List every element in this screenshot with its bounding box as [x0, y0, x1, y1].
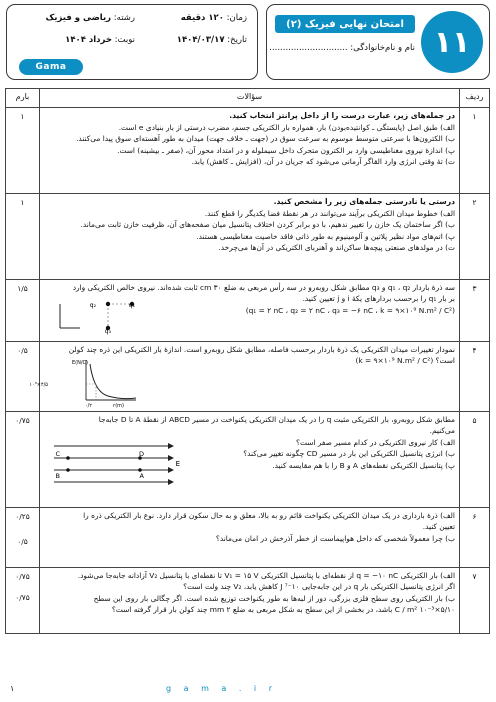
label-b: B — [55, 472, 60, 480]
question-item: الف) بار الکتریکی q = −۱۰ nC از نقطه‌ای با پتانسیل الکتریکی V₁ = ۱۵ V تا نقطه‌ای با پتانسیل V₂ آزادانه جابه‌جا می‌شود. — [77, 571, 455, 580]
col-score-header: بارم — [6, 89, 40, 108]
date-info — [177, 35, 247, 45]
question-item: مطابق شکل روبه‌رو، بار الکتریکی مثبت q را در یک میدان الکتریکی یکنواخت در مسیر ABCD از نقطهٔ A تا D جابه‌جا — [98, 415, 455, 424]
question-body — [40, 280, 460, 342]
question-number: ۲ — [460, 194, 490, 280]
question-item: است؟ (k = ۹×۱۰⁹ N.m² / C²) — [355, 356, 455, 366]
question-row-6 — [6, 508, 490, 568]
question-item: ب) انرژی پتانسیل الکتریکی این بار در مسیر CD چگونه تغییر می‌کند؟ — [243, 449, 455, 459]
exam-title: امتحان نهایی فیزیک (۲) — [275, 15, 415, 33]
exam-header — [6, 4, 490, 82]
time-label: زمان: — [226, 13, 247, 23]
question-number: ۱ — [460, 108, 490, 194]
question-item: بر بار q₁ را برحسب بردارهای یکهٔ i و j تعیین کنید. — [302, 294, 455, 304]
question-score — [6, 568, 40, 634]
field-arrow — [168, 455, 174, 461]
question-item: ت) در مولدهای صنعتی پیچه‌ها ساکن‌اند و آهنربای الکتریکی در آن‌ها می‌چرخد. — [218, 243, 455, 253]
graph-xlabel: r(m) — [113, 403, 124, 409]
label-q1: q₁ — [128, 302, 135, 309]
question-title: درستی یا نادرستی جمله‌های زیر را مشخص کنید. — [273, 197, 455, 206]
question-row-1 — [6, 108, 490, 194]
label-d: D — [138, 450, 144, 458]
question-item: سه ذرهٔ باردار q₁ ، q₂ و q₃ مطابق شکل روبه‌رو در سه رأس مربعی به ضلع ۳۰ cm ثابت شده‌اند. نیروی خالص الکتریکی وارد — [72, 283, 455, 292]
session-label: نوبت: — [114, 35, 135, 45]
graph-y-mark: ۴/۵×۱۰³ — [29, 382, 48, 388]
score-part-a: ۰/۷۵ — [15, 572, 30, 581]
field-arrow — [168, 443, 174, 449]
header-left-box — [6, 4, 258, 80]
question-score: ۰/۷۵ — [6, 412, 40, 508]
question-item: الف) خطوط میدان الکتریکی برآیند می‌توانند در هر نقطهٔ فضا یکدیگر را قطع کنند. — [204, 208, 455, 218]
question-item: الف) ذرهٔ بارداری در یک میدان الکتریکی یکنواخت قائم رو به بالا، معلق و به حال سکون قرار دارد. نوع بار الکتریکی ذره را — [83, 511, 455, 520]
label-a: A — [139, 472, 144, 480]
question-score: ۱/۵ — [6, 280, 40, 342]
time-value: ۱۲۰ دقیقه — [180, 13, 224, 23]
question-body — [40, 568, 460, 634]
graph-ylabel: E(N/C) — [72, 360, 88, 366]
question-score: ۰/۵ — [6, 342, 40, 412]
question-item: ۵/۱۰×۱۰⁻³ C / m² باشد، در بخشی از این سطح به شکل مربعی به ضلع ۲ mm چند کولن بار قرار گرفته است؟ — [111, 605, 455, 615]
question-score: ۱ — [6, 108, 40, 194]
question-body — [40, 108, 460, 194]
question-body — [29, 342, 460, 412]
gama-logo: Gama — [19, 59, 83, 75]
question-item: ب) الکترون‌ها با سرعتی متوسط موسوم به سرعت سوق در (جهت ـ خلاف جهت) میدان به طور آهسته‌ای سوق پیدا می‌کنند. — [76, 134, 455, 144]
question-item: ب) چرا معمولاً شخصی که داخل هواپیماست از خطر آذرخش در امان می‌ماند؟ — [215, 533, 455, 543]
session-value: خرداد ۱۴۰۴ — [65, 35, 112, 45]
charge-q2 — [106, 302, 110, 306]
student-name-field: نام و نام‌خانوادگی: ............................. — [269, 43, 415, 53]
header-right-box — [266, 4, 490, 80]
question-row-2 — [6, 194, 490, 280]
question-number: ۴ — [460, 342, 490, 412]
field-arrow — [168, 467, 174, 473]
question-number: ۷ — [460, 568, 490, 634]
question-item: اگر انرژی پتانسیل الکتریکی بار q در این جابه‌جایی ۱۰⁻⁷ J کاهش یابد، V₂ چند ولت است؟ — [183, 582, 455, 592]
label-c: C — [55, 450, 60, 458]
grade-badge: ۱۱ — [421, 11, 483, 73]
question-row-5 — [6, 412, 490, 508]
question-row-3 — [6, 280, 490, 342]
page-footer — [6, 684, 490, 698]
uniform-field-diagram — [50, 436, 190, 490]
site-link[interactable]: g a m a . i r — [166, 684, 277, 693]
question-item: (q₁ = ۲ nC ، q₂ = ۲ nC ، q₃ = −۶ nC ، k = ۹×۱۰⁹ N.m² / C²) — [245, 305, 455, 315]
score-part-b: ۰/۷۵ — [15, 593, 30, 603]
field-label: رشته: — [113, 13, 135, 23]
col-questions-header: سؤالات — [40, 89, 460, 108]
session-info — [65, 35, 135, 45]
questions-table — [5, 88, 490, 634]
question-number: ۳ — [460, 280, 490, 342]
question-item: پ) پتانسیل الکتریکی نقطه‌های A و B را با هم مقایسه کنید. — [272, 460, 455, 470]
question-item: نمودار تغییرات میدان الکتریکی یک ذرهٔ باردار برحسب فاصله، مطابق شکل روبه‌رو است. اندازهٔ بار الکتریکی این ذره چند کولن — [68, 345, 455, 354]
score-part-a: ۰/۲۵ — [15, 512, 30, 521]
field-distance-graph — [29, 356, 146, 409]
question-item: ب) بار الکتریکی روی سطح فلزی بزرگی، دور از لبه‌ها به طور یکنواخت توزیع شده است. اگر چگالی بار روی این سطح — [93, 593, 455, 603]
exam-page — [6, 4, 490, 698]
field-value: ریاضی و فیزیک — [45, 13, 112, 23]
score-part-b: ۰/۵ — [17, 537, 28, 547]
field-curve — [90, 364, 136, 399]
charges-square-diagram — [46, 296, 146, 336]
point-b — [66, 468, 70, 472]
question-body — [40, 508, 460, 568]
question-score — [6, 508, 40, 568]
question-row-4 — [6, 342, 490, 412]
question-body — [40, 412, 460, 508]
label-e: E — [175, 460, 180, 468]
question-item: الف) کار نیروی الکتریکی در کدام مسیر صفر است؟ — [296, 437, 455, 447]
point-c — [66, 456, 70, 460]
page-number: ۱ — [10, 684, 15, 693]
label-q3: q₃ — [104, 328, 111, 335]
question-item: پ) اندازهٔ نیروی مغناطیسی وارد بر الکترون متحرک داخل سیملوله و در امتداد محور آن، (صفر ـ بیشینه) است. — [117, 145, 455, 155]
table-header-row — [6, 89, 490, 108]
question-item: ت) تهٔ وقتی انرژی وارد القاگر آرمانی می‌شود که جریان در آن، (افزایش ـ کاهش) یابد. — [191, 157, 455, 167]
question-item: می‌کنیم. — [429, 426, 455, 436]
date-value: ۱۴۰۴/۰۳/۱۷ — [176, 35, 225, 45]
question-row-7 — [6, 568, 490, 634]
question-body — [40, 194, 460, 280]
question-item: الف) طبق اصل (پایستگی ـ کوانتیده‌بودن) بار، همواره بار الکتریکی جسم، مضرب درستی از بار بنیادی e است. — [118, 122, 455, 132]
question-item: ب) اگر ساختمان یک خازن را تغییر ندهیم، با دو برابر کردن اختلاف پتانسیل میان صفحه‌های آن، ظرفیت خازن ثابت می‌ماند. — [80, 220, 455, 230]
question-title: در جمله‌های زیر، عبارت درست را از داخل پرانتز انتخاب کنید. — [229, 111, 455, 120]
question-score: ۱ — [6, 194, 40, 280]
field-info — [46, 13, 135, 23]
question-item: تعیین کنید. — [422, 522, 455, 532]
label-q2: q₂ — [89, 302, 96, 309]
field-arrow — [168, 479, 174, 485]
question-number: ۵ — [460, 412, 490, 508]
time-info — [181, 13, 247, 23]
graph-x-mark: ۰/۲ — [84, 403, 92, 409]
date-label: تاریخ: — [227, 35, 247, 45]
question-number: ۶ — [460, 508, 490, 568]
col-row-header: ردیف — [460, 89, 490, 108]
question-item: پ) اتم‌های مواد نظیر پلاتین و آلومینیوم به طور ذاتی فاقد خاصیت مغناطیسی هستند. — [196, 231, 455, 241]
